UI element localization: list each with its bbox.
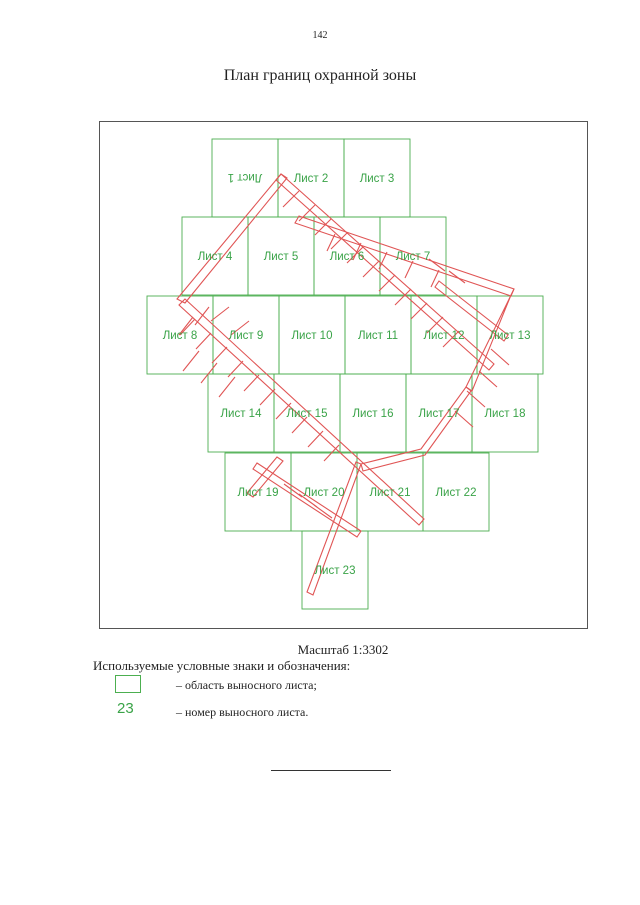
legend-sheet-number-symbol: 23 — [117, 700, 134, 717]
sheet-label: Лист 6 — [329, 251, 365, 263]
sheet-label: Лист 7 — [395, 251, 431, 263]
sheet-label: Лист 11 — [357, 330, 399, 342]
map-scale: Масштаб 1:3302 — [297, 642, 389, 657]
sheet-label: Лист 15 — [286, 408, 328, 420]
sheet-label: Лист 22 — [435, 487, 477, 499]
sheet-label: Лист 17 — [418, 408, 460, 420]
legend-title: Используемые условные знаки и обозначения: — [93, 658, 351, 673]
sheet-label: Лист 18 — [484, 408, 526, 420]
legend-sheet-area-symbol — [115, 675, 141, 693]
sheet-label: Лист 2 — [293, 173, 329, 185]
sheet-label: Лист 1 — [227, 171, 263, 183]
zone-trunk-main — [177, 174, 287, 303]
sheet-label: Лист 16 — [352, 408, 394, 420]
sheet-label: Лист 13 — [489, 330, 531, 342]
sheet-label: Лист 14 — [220, 408, 262, 420]
sheet-label: Лист 23 — [314, 565, 356, 577]
protection-zone-boundary — [177, 174, 514, 595]
sheet-label: Лист 8 — [162, 330, 198, 342]
sheet-label: Лист 10 — [291, 330, 333, 342]
sheet-label: Лист 19 — [237, 487, 279, 499]
sheet-label: Лист 12 — [423, 330, 465, 342]
sheet-grid — [147, 139, 543, 609]
protection-zone-map — [99, 121, 588, 629]
sheet-label: Лист 20 — [303, 487, 345, 499]
sheet-label: Лист 3 — [359, 173, 395, 185]
zone-trunk-south — [361, 387, 471, 471]
page-title: План границ охранной зоны — [223, 67, 417, 84]
sheet-label: Лист 5 — [263, 251, 299, 263]
sheet-label: Лист 4 — [197, 251, 233, 263]
signature-line — [271, 770, 391, 771]
legend-sheet-number-text: – номер выносного листа. — [176, 705, 309, 719]
sheet-label: Лист 9 — [228, 330, 264, 342]
legend-sheet-area-text: – область выносного листа; — [176, 678, 317, 692]
page-number: 142 — [312, 30, 328, 41]
sheet-label: Лист 21 — [369, 487, 411, 499]
